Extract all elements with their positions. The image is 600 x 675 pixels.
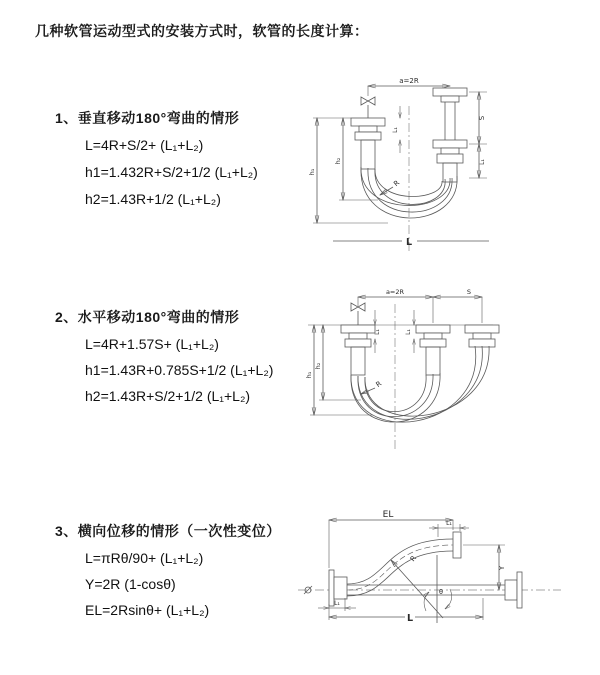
middle-flange xyxy=(416,325,450,375)
radius-callout xyxy=(361,380,383,394)
section2-heading: 2、水平移动180°弯曲的情形 xyxy=(55,309,240,325)
section1-heading: 1、垂直移动180°弯曲的情形 xyxy=(55,110,240,126)
valve-icon xyxy=(361,97,375,118)
fitting-length-dimension-bottom xyxy=(318,598,356,611)
fitting-length-dimension-middle xyxy=(405,310,414,353)
length-callout xyxy=(333,237,489,248)
fitting-label: L₁ xyxy=(392,127,399,133)
h1-label: h₁ xyxy=(305,371,313,379)
radius-label: R xyxy=(374,379,384,390)
bend-angle xyxy=(391,554,452,623)
fitting-label: L₁ xyxy=(405,329,412,335)
diagram-lateral-offset xyxy=(293,498,593,643)
span-label: a=2R xyxy=(385,288,405,296)
diagram-vertical-bend xyxy=(303,66,595,262)
radius-label: R xyxy=(392,178,402,189)
y-dimension xyxy=(463,545,506,590)
length-dimension xyxy=(329,598,483,624)
fitting-label: L₁ xyxy=(446,520,452,527)
fitting-label: L₁ xyxy=(334,600,340,607)
section3-formula-L: L=πRθ/90+ (L₁+L₂) xyxy=(85,550,204,566)
stroke-dimension xyxy=(469,92,487,144)
fitting-label: L₁ xyxy=(479,159,486,165)
right-flange xyxy=(433,88,467,182)
hose-arcs xyxy=(351,346,489,422)
stroke-label: S xyxy=(478,115,486,121)
h1-label: h₁ xyxy=(308,168,316,176)
left-flange xyxy=(341,325,375,375)
stroke-label: S xyxy=(466,288,472,296)
diagram-horizontal-bend xyxy=(303,280,595,465)
page-title: 几种软管运动型式的安装方式时，软管的长度计算： xyxy=(35,23,369,39)
right-flange xyxy=(465,325,499,347)
section1-formula-h1: h1=1.432R+S/2+1/2 (L₁+L₂) xyxy=(85,164,258,180)
el-label: EL xyxy=(382,510,394,520)
h2-label: h₂ xyxy=(314,362,322,370)
span-label: a=2R xyxy=(399,77,419,85)
section1-formula-h2: h2=1.43R+1/2 (L₁+L₂) xyxy=(85,191,221,207)
section2-formula-L: L=4R+1.57S+ (L₁+L₂) xyxy=(85,336,219,352)
fitting-length-dimension-left xyxy=(392,106,400,153)
section3-formula-EL: EL=2Rsinθ+ (L₁+L₂) xyxy=(85,602,210,618)
section2-formula-h2: h2=1.43R+S/2+1/2 (L₁+L₂) xyxy=(85,388,251,404)
span-dimension xyxy=(358,288,482,323)
section1-formula-L: L=4R+S/2+ (L₁+L₂) xyxy=(85,137,204,153)
right-flange-displaced xyxy=(453,532,461,558)
y-label: Y xyxy=(498,565,506,571)
centerline-mark-icon xyxy=(304,586,312,594)
section2-formula-h1: h1=1.43R+0.785S+1/2 (L₁+L₂) xyxy=(85,362,274,378)
left-flange xyxy=(351,118,385,169)
section3-heading: 3、横向位移的情形（一次性变位） xyxy=(55,523,281,539)
radius-label: R xyxy=(408,554,419,564)
fitting-length-dimension-left xyxy=(374,310,381,353)
length-label: L xyxy=(405,237,413,248)
h2-label: h₂ xyxy=(334,157,342,165)
valve-icon xyxy=(351,303,365,325)
right-flange-original-position xyxy=(505,572,522,608)
fitting-length-dimension-right xyxy=(469,144,487,178)
fitting-length-dimension-top xyxy=(429,520,469,537)
section3-formula-Y: Y=2R (1-cosθ) xyxy=(85,576,176,592)
theta-label: θ xyxy=(439,588,443,596)
length-label: L xyxy=(406,613,414,624)
fitting-label: L₁ xyxy=(374,329,381,335)
